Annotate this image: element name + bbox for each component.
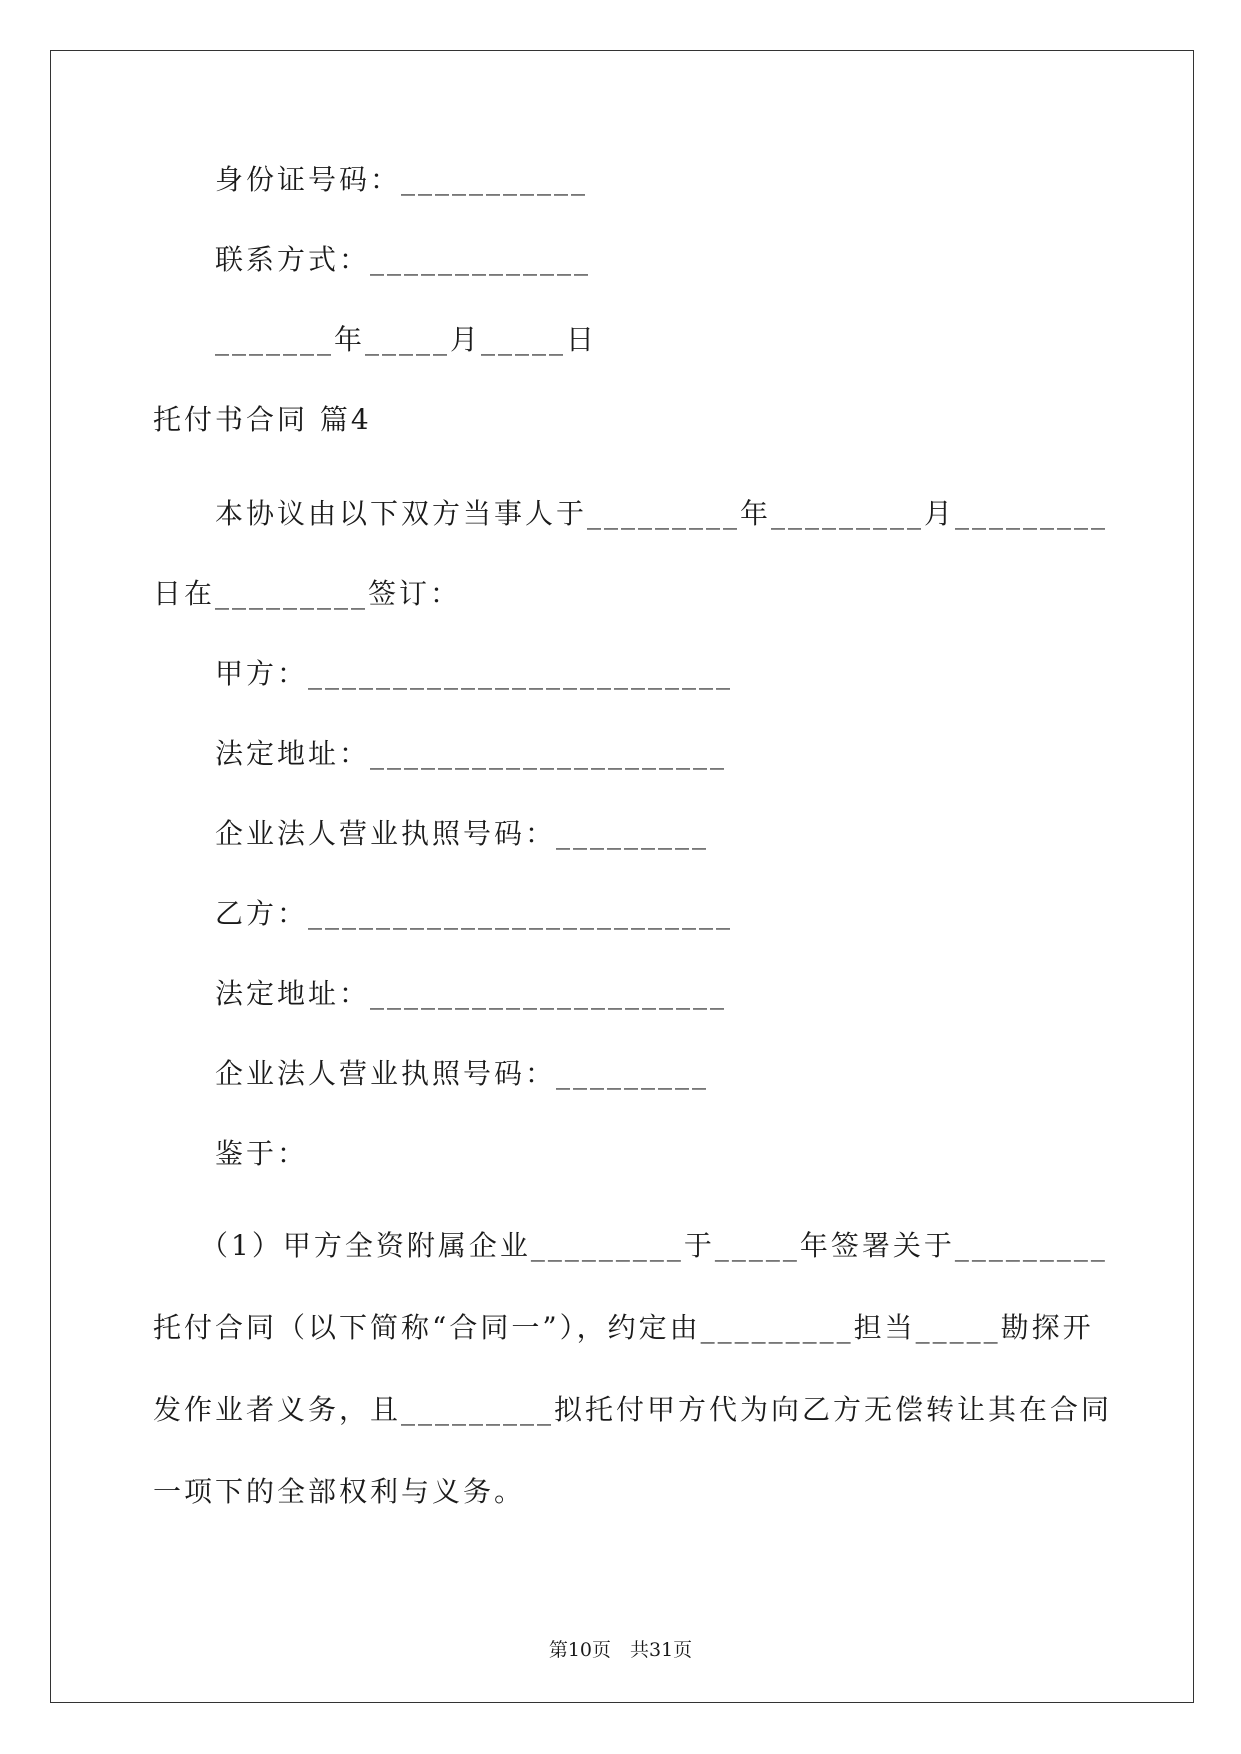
party-a-address-line: 法定地址：_____________________ [215, 737, 728, 770]
agreement-intro-line-1: 本协议由以下双方当事人于_________年_________月_________ [215, 497, 1109, 530]
section-heading: 托付书合同 篇4 [153, 403, 372, 436]
date-line: _______年_____月_____日 [215, 323, 598, 356]
party-a-line: 甲方：_________________________ [215, 657, 734, 690]
whereas-line: 鉴于： [215, 1137, 309, 1170]
agreement-intro-line-2: 日在_________签订： [153, 577, 462, 610]
page-footer: 第10页 共31页 [548, 1639, 693, 1661]
page-border [50, 50, 1194, 1703]
id-number-line: 身份证号码：___________ [215, 163, 589, 196]
party-a-license-line: 企业法人营业执照号码：_________ [215, 817, 710, 850]
party-b-address-line: 法定地址：_____________________ [215, 977, 728, 1010]
party-b-license-line: 企业法人营业执照号码：_________ [215, 1057, 710, 1090]
clause-1-line-1: （1）甲方全资附属企业_________于_____年签署关于_________ [200, 1229, 1108, 1262]
clause-1-line-3: 发作业者义务，且_________拟托付甲方代为向乙方无偿转让其在合同 [153, 1393, 1113, 1426]
party-b-line: 乙方：_________________________ [215, 897, 734, 930]
clause-1-line-4: 一项下的全部权利与义务。 [153, 1475, 526, 1508]
contact-line: 联系方式：_____________ [215, 243, 592, 276]
clause-1-line-2: 托付合同（以下简称“合同一”），约定由_________担当_____勘探开 [153, 1311, 1094, 1344]
